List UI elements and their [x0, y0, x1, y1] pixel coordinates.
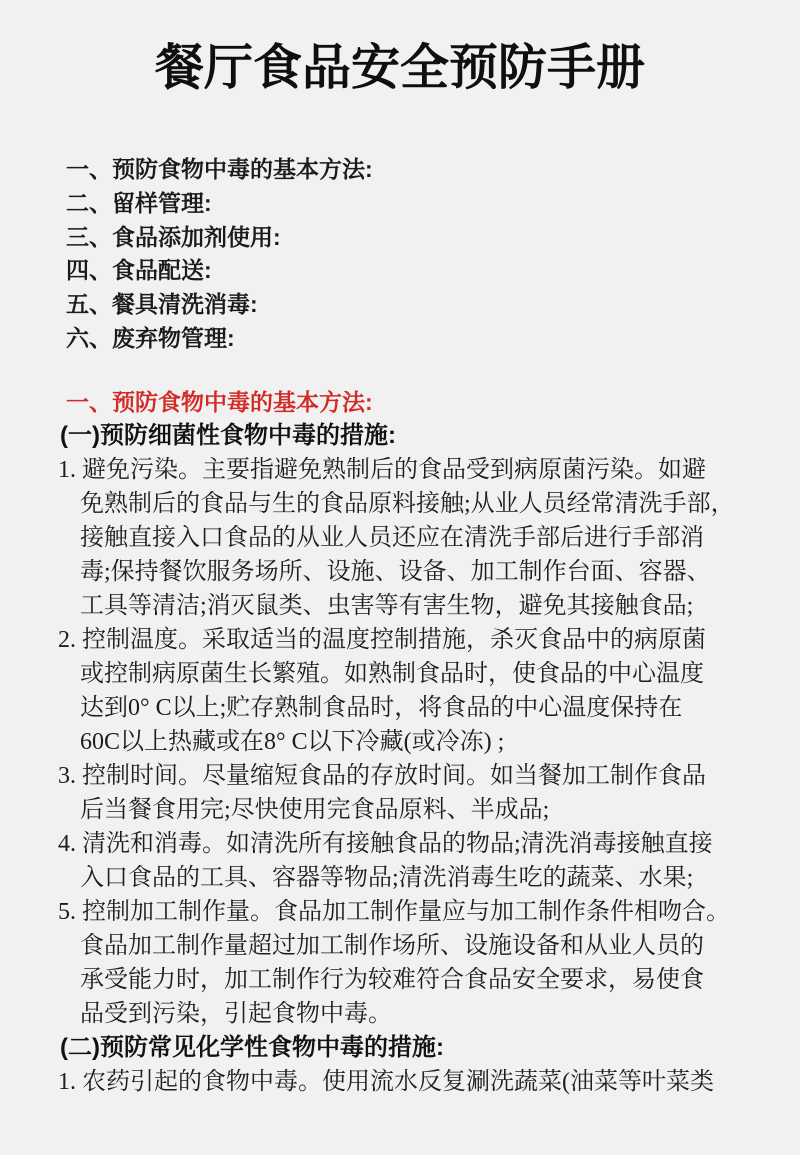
- list-item-line: 达到0° C以上;贮存熟制食品时，将食品的中心温度保持在: [80, 695, 683, 721]
- list-item-line: 5. 控制加工制作量。食品加工制作量应与加工制作条件相吻合。: [58, 899, 730, 925]
- toc-item-5: 五、餐具清洗消毒:: [66, 291, 258, 318]
- subsection-2-heading: (二)预防常见化学性食物中毒的措施:: [60, 1034, 444, 1061]
- list-item-1: [58, 453, 758, 623]
- toc-item-2: 二、留样管理:: [66, 189, 212, 216]
- list-item-line: 后当餐食用完;尽快使用完食品原料、半成品;: [80, 797, 550, 823]
- list-item-line: 接触直接入口食品的从业人员还应在清洗手部后进行手部消: [80, 525, 704, 551]
- list-item-1-chemical: [58, 1065, 758, 1099]
- subsection-1-heading: (一)预防细菌性食物中毒的措施:: [60, 422, 396, 449]
- list-item-2: [58, 623, 758, 759]
- list-item-line: 免熟制后的食品与生的食品原料接触;从业人员经常清洗手部，: [80, 491, 735, 517]
- list-item-5: [58, 895, 758, 1031]
- toc-item-6: 六、废弃物管理:: [66, 324, 235, 351]
- table-of-contents: [66, 153, 373, 356]
- toc-item-1: 一、预防食物中毒的基本方法:: [66, 156, 373, 182]
- list-item-line: 4. 清洗和消毒。如清洗所有接触食品的物品;清洗消毒接触直接: [58, 831, 713, 857]
- section-1-heading: 一、预防食物中毒的基本方法:: [66, 389, 373, 415]
- list-item-line: 食品加工制作量超过加工制作场所、设施设备和从业人员的: [80, 933, 704, 959]
- list-item-line: 承受能力时，加工制作行为较难符合食品安全要求，易使食: [80, 967, 704, 993]
- subsection-chemical-poisoning: [58, 1031, 758, 1099]
- subsection-bacterial-poisoning: [58, 419, 758, 1031]
- list-item-line: 1. 避免污染。主要指避免熟制后的食品受到病原菌污染。如避: [58, 457, 706, 483]
- list-item-line: 入口食品的工具、容器等物品;清洗消毒生吃的蔬菜、水果;: [80, 865, 694, 891]
- list-item-3: [58, 759, 758, 827]
- list-item-line: 2. 控制温度。采取适当的温度控制措施，杀灭食品中的病原菌: [58, 627, 706, 653]
- list-item-line: 或控制病原菌生长繁殖。如熟制食品时，使食品的中心温度: [80, 661, 704, 687]
- list-item-line: 工具等清洁;消灭鼠类、虫害等有害生物，避免其接触食品;: [80, 593, 694, 619]
- list-item-line: 毒;保持餐饮服务场所、设施、设备、加工制作台面、容器、: [80, 559, 711, 585]
- toc-item-4: 四、食品配送:: [66, 257, 212, 284]
- document-title: 餐厅食品安全预防手册: [154, 40, 645, 95]
- list-item-4: [58, 827, 758, 895]
- list-item-line: 3. 控制时间。尽量缩短食品的存放时间。如当餐加工制作食品: [58, 763, 706, 789]
- toc-item-3: 三、食品添加剂使用:: [66, 223, 281, 250]
- document-body: [58, 385, 758, 1099]
- list-item-line: 品受到污染，引起食物中毒。: [80, 1001, 392, 1027]
- list-item-line: 60C以上热藏或在8° C以下冷藏(或冷冻) ;: [80, 729, 505, 755]
- list-item-line: 1. 农药引起的食物中毒。使用流水反复涮洗蔬菜(油菜等叶菜类: [58, 1069, 714, 1095]
